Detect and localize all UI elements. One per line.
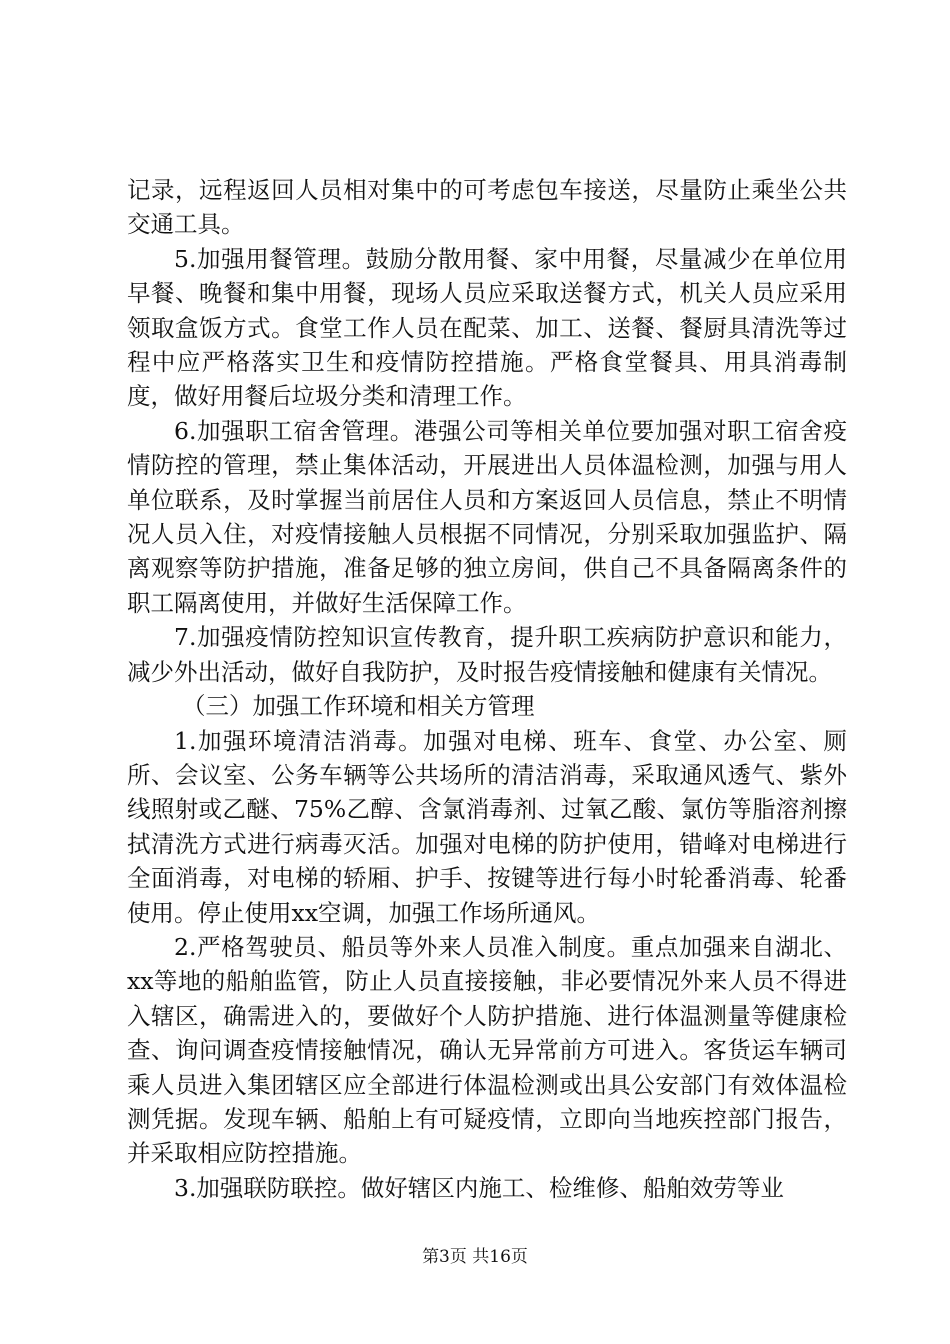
- paragraph-section3-item-1: 1.加强环境清洁消毒。加强对电梯、班车、食堂、办公室、厕所、会议室、公务车辆等公共场所的清洁消毒，采取通风透气、紫外线照射或乙醚、75%乙醇、含氯消毒剂、过氧乙酸、氯仿等脂溶剂擦拭清洗方式进行病毒灭活。加强对电梯的防护使用，错峰对电梯进行全面消毒，对电梯的轿厢、护手、按键等进行每小时轮番消毒、轮番使用。停止使用xx空调，加强工作场所通风。: [127, 726, 847, 927]
- page-number-label: 第3页 共16页: [422, 1247, 528, 1267]
- section-heading-3: （三）加强工作环境和相关方管理: [182, 692, 535, 721]
- paragraph-section3-item-3: 3.加强联防联控。做好辖区内施工、检维修、船舶效劳等业: [174, 1173, 784, 1202]
- document-body: [127, 173, 847, 1205]
- paragraph-continuation: 记录，远程返回人员相对集中的可考虑包车接送，尽量防止乘坐公共交通工具。: [127, 176, 847, 239]
- paragraph-item-5: 5.加强用餐管理。鼓励分散用餐、家中用餐，尽量减少在单位用早餐、晚餐和集中用餐，现场人员应采取送餐方式，机关人员应采用领取盒饭方式。食堂工作人员在配菜、加工、送餐、餐厨具清洗等过程中应严格落实卫生和疫情防控措施。严格食堂餐具、用具消毒制度，做好用餐后垃圾分类和清理工作。: [127, 244, 847, 411]
- paragraph-item-7: 7.加强疫情防控知识宣传教育，提升职工疾病防护意识和能力，减少外出活动，做好自我防护，及时报告疫情接触和健康有关情况。: [127, 623, 847, 686]
- paragraph-section3-item-2: 2.严格驾驶员、船员等外来人员准入制度。重点加强来自湖北、xx等地的船舶监管，防止人员直接接触，非必要情况外来人员不得进入辖区，确需进入的，要做好个人防护措施、进行体温测量等健康检查、询问调查疫情接触情况，确认无异常前方可进入。客货运车辆司乘人员进入集团辖区应全部进行体温检测或出具公安部门有效体温检测凭据。发现车辆、船舶上有可疑疫情，立即向当地疾控部门报告，并采取相应防控措施。: [127, 932, 847, 1168]
- paragraph-item-6: 6.加强职工宿舍管理。港强公司等相关单位要加强对职工宿舍疫情防控的管理，禁止集体活动，开展进出人员体温检测，加强与用人单位联系，及时掌握当前居住人员和方案返回人员信息，禁止不明情况人员入住，对疫情接触人员根据不同情况，分别采取加强监护、隔离观察等防护措施，准备足够的独立房间，供自己不具备隔离条件的职工隔离使用，并做好生活保障工作。: [127, 416, 847, 617]
- page-footer: [0, 1247, 950, 1267]
